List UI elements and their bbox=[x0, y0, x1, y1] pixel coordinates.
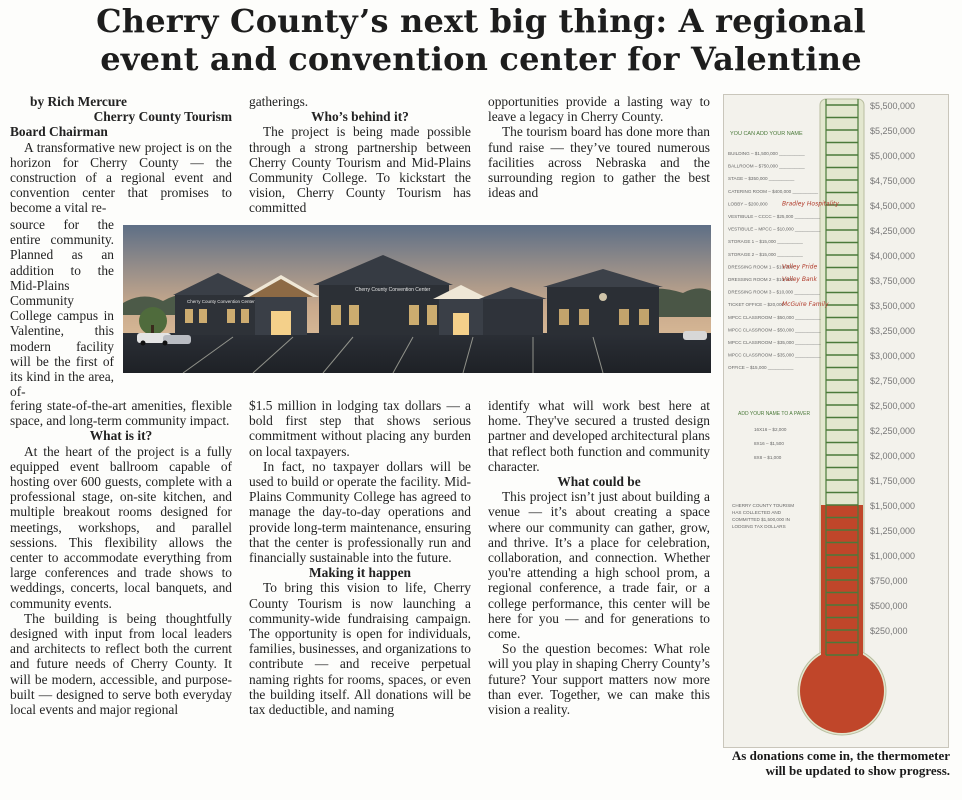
committed-note-line: CHERRY COUNTY TOURISM bbox=[732, 503, 795, 508]
paver-title: ADD YOUR NAME TO A PAVER bbox=[738, 411, 811, 417]
article-paragraph: The project is being made possible through a strong partnership between Cherry County Tourism and Mid-Plains Community College. To kickstart the vision, Cherry County Tourism has committed bbox=[249, 124, 471, 216]
naming-opportunity: DRESSING ROOM 1 – $10,000 bbox=[728, 264, 794, 270]
thermometer-fill bbox=[821, 505, 863, 659]
scale-label: $5,000,000 bbox=[870, 151, 916, 161]
article-paragraph-continued: $1.5 million in lodging tax dollars — a bold first step that shows serious commitment without placing any burden on local taxpayers. bbox=[249, 398, 471, 459]
donor-name: McGuire Family bbox=[782, 301, 829, 309]
subhead-whos-behind-it: Who’s behind it? bbox=[311, 109, 409, 125]
article-paragraph: In fact, no taxpayer dollars will be used to build or operate the facility. Mid-Plains Community College has agreed to manage the day-to-day operations and provide long-term maintenance, ensuring that the center is professionally run and financially sustainable into the future. bbox=[249, 458, 471, 566]
paver-option: 16X16 – $2,000 bbox=[754, 427, 787, 432]
article-paragraph: The tourism board has done more than fund raise — they’ve toured numerous facilities across Nebraska and the surrounding region to gather the best ideas and bbox=[488, 124, 710, 201]
column-3-top bbox=[488, 94, 710, 200]
naming-opportunity: TICKET OFFICE – $20,000 bbox=[728, 302, 785, 308]
fundraising-thermometer-poster bbox=[723, 94, 949, 748]
scale-label: $1,500,000 bbox=[870, 501, 916, 511]
scale-label: $5,500,000 bbox=[870, 101, 916, 111]
naming-opportunity: DRESSING ROOM 2 – $10,000 bbox=[728, 277, 794, 282]
naming-opportunity: BUILDING – $1,500,000 __________ bbox=[728, 151, 805, 156]
naming-opportunity: LOBBY – $200,000 bbox=[728, 201, 768, 207]
article-paragraph: So the question becomes: What role will you play in shaping Cherry County’s future? Your support matters now more than ever. Together, we can make this vision a reality. bbox=[488, 641, 710, 718]
thermometer-caption: As donations come in, the thermometer will be updated to show progress. bbox=[731, 748, 950, 778]
paver-option: 8X8 – $1,000 bbox=[754, 455, 782, 460]
committed-note-line: HAS COLLECTED AND bbox=[732, 510, 782, 515]
naming-opportunity: MPCC CLASSROOM – $35,000 __________ bbox=[728, 352, 821, 358]
thermometer-graphic bbox=[724, 95, 948, 747]
headline-line-1: Cherry County’s next big thing: A regional bbox=[96, 2, 866, 40]
scale-label: $5,250,000 bbox=[870, 126, 916, 136]
article-paragraph-continued: opportunities provide a lasting way to leave a legacy in Cherry County. bbox=[488, 94, 710, 125]
thermometer-bulb bbox=[800, 649, 884, 733]
byline-title-1: Cherry County Tourism bbox=[93, 109, 232, 125]
headline-line-2: event and convention center for Valentine bbox=[100, 40, 862, 78]
naming-opportunity: DRESSING ROOM 3 – $10,000 __________ bbox=[728, 289, 820, 295]
scale-label: $4,250,000 bbox=[870, 226, 916, 236]
naming-opportunity: VESTIBULE – CCCC – $25,000 __________ bbox=[728, 214, 821, 219]
committed-note-line: LODGING TAX DOLLARS bbox=[732, 524, 786, 529]
building-sign-left: Cherry County Convention Center bbox=[187, 299, 255, 304]
scale-label: $4,500,000 bbox=[870, 201, 916, 211]
scale-label: $750,000 bbox=[870, 576, 908, 586]
list-title: YOU CAN ADD YOUR NAME bbox=[730, 131, 803, 137]
scale-label: $4,750,000 bbox=[870, 176, 916, 186]
column-1-wrap bbox=[10, 217, 114, 399]
column-2-bottom bbox=[249, 398, 471, 717]
scale-label: $1,000,000 bbox=[870, 551, 916, 561]
byline-author: by Rich Mercure bbox=[30, 94, 127, 109]
scale-label: $3,750,000 bbox=[870, 276, 916, 286]
byline-title-2: Board Chairman bbox=[10, 124, 108, 140]
article-paragraph-continued: identify what will work best here at home. They've secured a trusted design partner and developed architectural plans that reflect both function and community character. bbox=[488, 398, 710, 474]
scale-label: $2,750,000 bbox=[870, 376, 916, 386]
naming-opportunity: CATERING ROOM – $400,000 __________ bbox=[728, 188, 819, 194]
article-paragraph: To bring this vision to life, Cherry County Tourism is now launching a community-wide fundraising campaign. The opportunity is open for individuals, families, businesses, and organizations to contribute — and receive perpetual naming rights for rooms, spaces, or even the building itself. All donations will be tax deductible, and naming bbox=[249, 580, 471, 718]
naming-opportunity: MPCC CLASSROOM – $35,000 __________ bbox=[728, 340, 821, 345]
scale-label: $250,000 bbox=[870, 626, 908, 636]
convention-center-rendering bbox=[123, 225, 711, 373]
headline bbox=[0, 2, 962, 78]
naming-opportunity: VESTIBULE – MPCC – $10,000 __________ bbox=[728, 226, 821, 232]
donor-name: Valley Pride bbox=[782, 263, 818, 271]
paver-option: 8X16 – $1,500 bbox=[754, 441, 784, 446]
naming-opportunity: STAGE – $350,000 __________ bbox=[728, 176, 795, 182]
donor-name: Bradley Hospitality bbox=[782, 200, 839, 208]
column-1-top bbox=[10, 94, 232, 216]
column-1-bottom bbox=[10, 398, 232, 717]
article-paragraph: This project isn’t just about building a venue — it’s about creating a space where our community can gather, grow, and thrive. It’s a place for celebration, collaboration, and connection. Whether you're attending a high school prom, a regional conference, a trade fair, or a college performance, this center will be here for you — and for generations to come. bbox=[488, 489, 710, 642]
subhead-making-it-happen: Making it happen bbox=[309, 565, 411, 581]
article-paragraph-continued: fering state-of-the-art amenities, flexible space, and long-term community impact. bbox=[10, 398, 232, 429]
donor-name: Valley Bank bbox=[782, 276, 817, 283]
naming-opportunity: BALLROOM – $750,000 __________ bbox=[728, 163, 805, 169]
naming-opportunity: STORAGE 2 – $15,000 __________ bbox=[728, 251, 803, 257]
scale-label: $4,000,000 bbox=[870, 251, 916, 261]
scale-label: $2,250,000 bbox=[870, 426, 916, 436]
scale-label: $500,000 bbox=[870, 601, 908, 611]
column-3-bottom bbox=[488, 398, 710, 717]
scale-label: $2,000,000 bbox=[870, 451, 916, 461]
article-paragraph: The building is being thoughtfully designed with input from local leaders and architects to reflect both the current and future needs of Cherry County. It will be modern, accessible, and purpose-built — designed to serve both everyday local events and major regional bbox=[10, 610, 232, 718]
building-sign-right: Cherry County Convention Center bbox=[355, 287, 431, 293]
column-2-top bbox=[249, 94, 471, 216]
naming-opportunity: MPCC CLASSROOM – $50,000 __________ bbox=[728, 327, 821, 333]
article-paragraph-wrap: source for the entire community. Planned as an addition to the Mid-Plains Community College campus in Valentine, this modern facility will be the first of its kind in the area, of- bbox=[10, 217, 114, 400]
committed-note-line: COMMITTED $1,500,000 IN bbox=[732, 517, 790, 522]
scale-label: $3,000,000 bbox=[870, 351, 916, 361]
scale-label: $3,250,000 bbox=[870, 326, 916, 336]
scale-label: $1,750,000 bbox=[870, 476, 916, 486]
naming-opportunity: MPCC CLASSROOM – $50,000 __________ bbox=[728, 314, 821, 320]
article-paragraph: At the heart of the project is a fully equipped event ballroom capable of hosting over 600 guests, complete with a professional stage, on-site kitchen, and multiple breakout rooms designed for meetings, workshops, and parallel sessions. This flexibility allows the center to accommodate everything from large conferences and trade shows to weddings, concerts, local banquets, and community events. bbox=[10, 443, 232, 611]
scale-label: $2,500,000 bbox=[870, 401, 916, 411]
scale-label: $3,500,000 bbox=[870, 301, 916, 311]
scale-label: $1,250,000 bbox=[870, 526, 916, 536]
building-illustration bbox=[123, 225, 711, 373]
subhead-what-is-it: What is it? bbox=[89, 428, 153, 444]
article-paragraph-continued: gatherings. bbox=[249, 94, 309, 109]
subhead-what-could-be: What could be bbox=[557, 474, 641, 490]
article-paragraph: A transformative new project is on the horizon for Cherry County — the construction of a regional event and convention center that promises to become a vital re- bbox=[10, 139, 232, 216]
naming-opportunity: OFFICE – $15,000 __________ bbox=[728, 365, 794, 371]
naming-opportunity: STORAGE 1 – $15,000 __________ bbox=[728, 239, 803, 245]
